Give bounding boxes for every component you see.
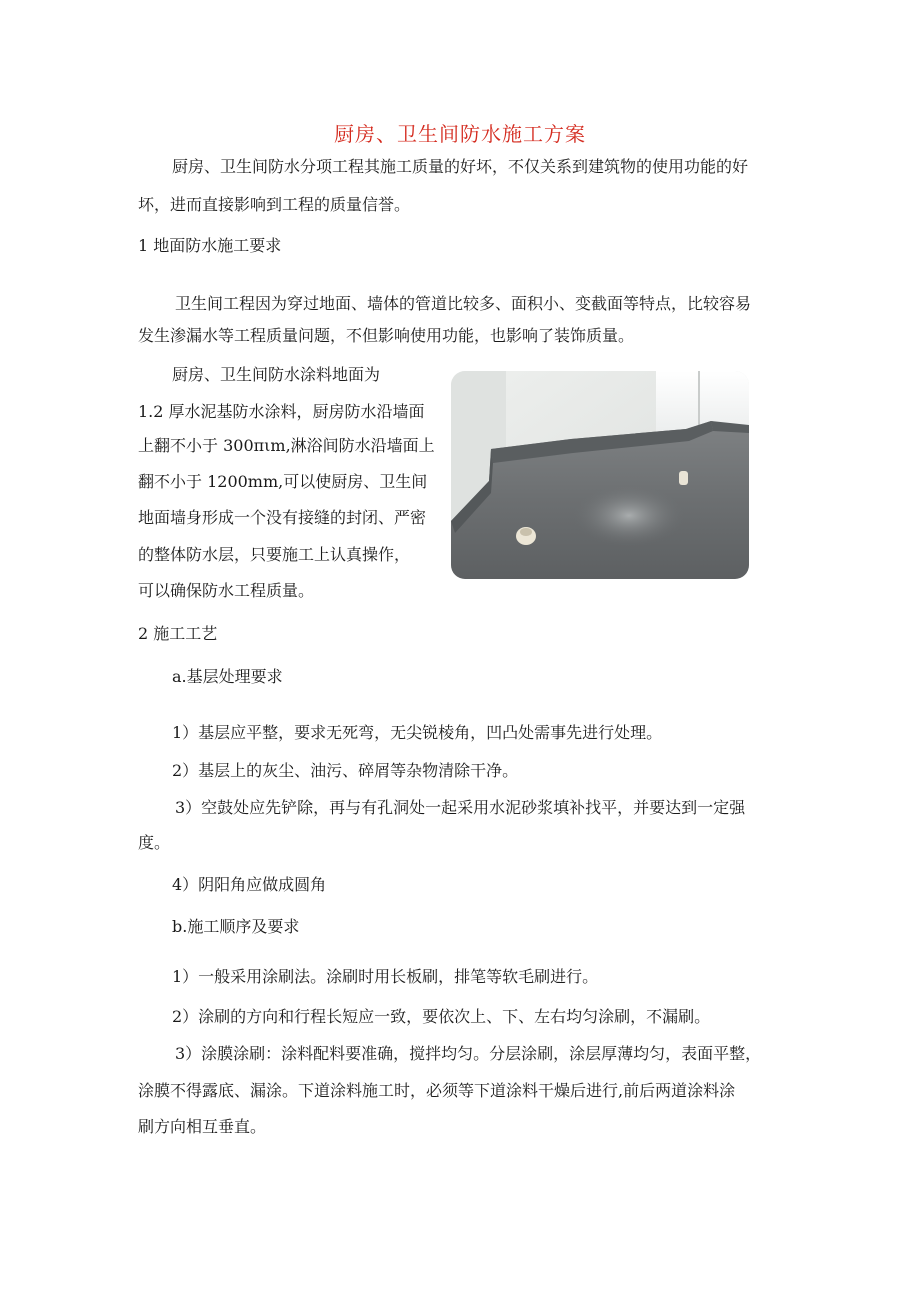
sub-a-item-3-line-1: 3）空鼓处应先铲除，再与有孔洞处一起采用水泥砂浆填补找平，并要达到一定强 — [175, 798, 746, 817]
section-1-para-2-line-6: 的整体防水层，只要施工上认真操作， — [138, 545, 411, 564]
section-1-para-2-line-2: 1.2 厚水泥基防水涂料，厨房防水沿墙面 — [138, 402, 425, 421]
section-1-para-2-line-4: 翻不小于 1200mm,可以使厨房、卫生间 — [138, 472, 428, 491]
sub-b-heading: b.施工顺序及要求 — [172, 917, 300, 936]
sub-b-item-1: 1）一般采用涂刷法。涂刷时用长板刷，排笔等软毛刷进行。 — [172, 967, 599, 986]
section-1-heading: 1 地面防水施工要求 — [138, 236, 282, 255]
sub-a-item-3-line-2: 度。 — [138, 833, 171, 852]
sub-b-item-3-line-3: 刷方向相互垂直。 — [138, 1117, 267, 1136]
sub-b-item-3-line-2: 涂膜不得露底、漏涂。下道涂料施工时，必须等下道涂料干燥后进行,前后两道涂料涂 — [138, 1081, 736, 1100]
sub-b-item-2: 2）涂刷的方向和行程长短应一致，要依次上、下、左右均匀涂刷，不漏刷。 — [172, 1007, 711, 1026]
sub-a-heading: a.基层处理要求 — [172, 667, 283, 686]
sub-a-item-4: 4）阴阳角应做成圆角 — [172, 875, 327, 894]
sub-a-item-2: 2）基层上的灰尘、油污、碎屑等杂物清除干净。 — [172, 761, 519, 780]
section-2-heading: 2 施工工艺 — [138, 624, 218, 643]
intro-line-1: 厨房、卫生间防水分项工程其施工质量的好坏，不仅关系到建筑物的使用功能的好 — [172, 157, 749, 176]
section-1-para-2-line-1: 厨房、卫生间防水涂料地面为 — [172, 365, 381, 384]
document-title: 厨房、卫生间防水施工方案 — [334, 122, 586, 146]
bathroom-waterproofing-photo — [451, 371, 749, 579]
section-1-para-2-line-7: 可以确保防水工程质量。 — [138, 581, 315, 600]
sub-a-item-1: 1）基层应平整，要求无死弯，无尖锐棱角，凹凸处需事先进行处理。 — [172, 723, 663, 742]
section-1-para-2-line-3: 上翻不小于 300πιm,淋浴间防水沿墙面上 — [138, 436, 435, 455]
section-1-para-1-line-2: 发生渗漏水等工程质量问题，不但影响使用功能，也影响了装饰质量。 — [138, 326, 635, 345]
section-1-para-2-line-5: 地面墙身形成一个没有接缝的封闭、严密 — [138, 508, 427, 527]
section-1-para-1-line-1: 卫生间工程因为穿过地面、墙体的管道比较多、面积小、变截面等特点，比较容易 — [175, 294, 752, 313]
intro-line-2: 坏，进而直接影响到工程的质量信誉。 — [138, 195, 411, 214]
sub-b-item-3-line-1: 3）涂膜涂刷：涂料配料要准确，搅拌均匀。分层涂刷，涂层厚薄均匀，表面平整， — [175, 1044, 762, 1063]
